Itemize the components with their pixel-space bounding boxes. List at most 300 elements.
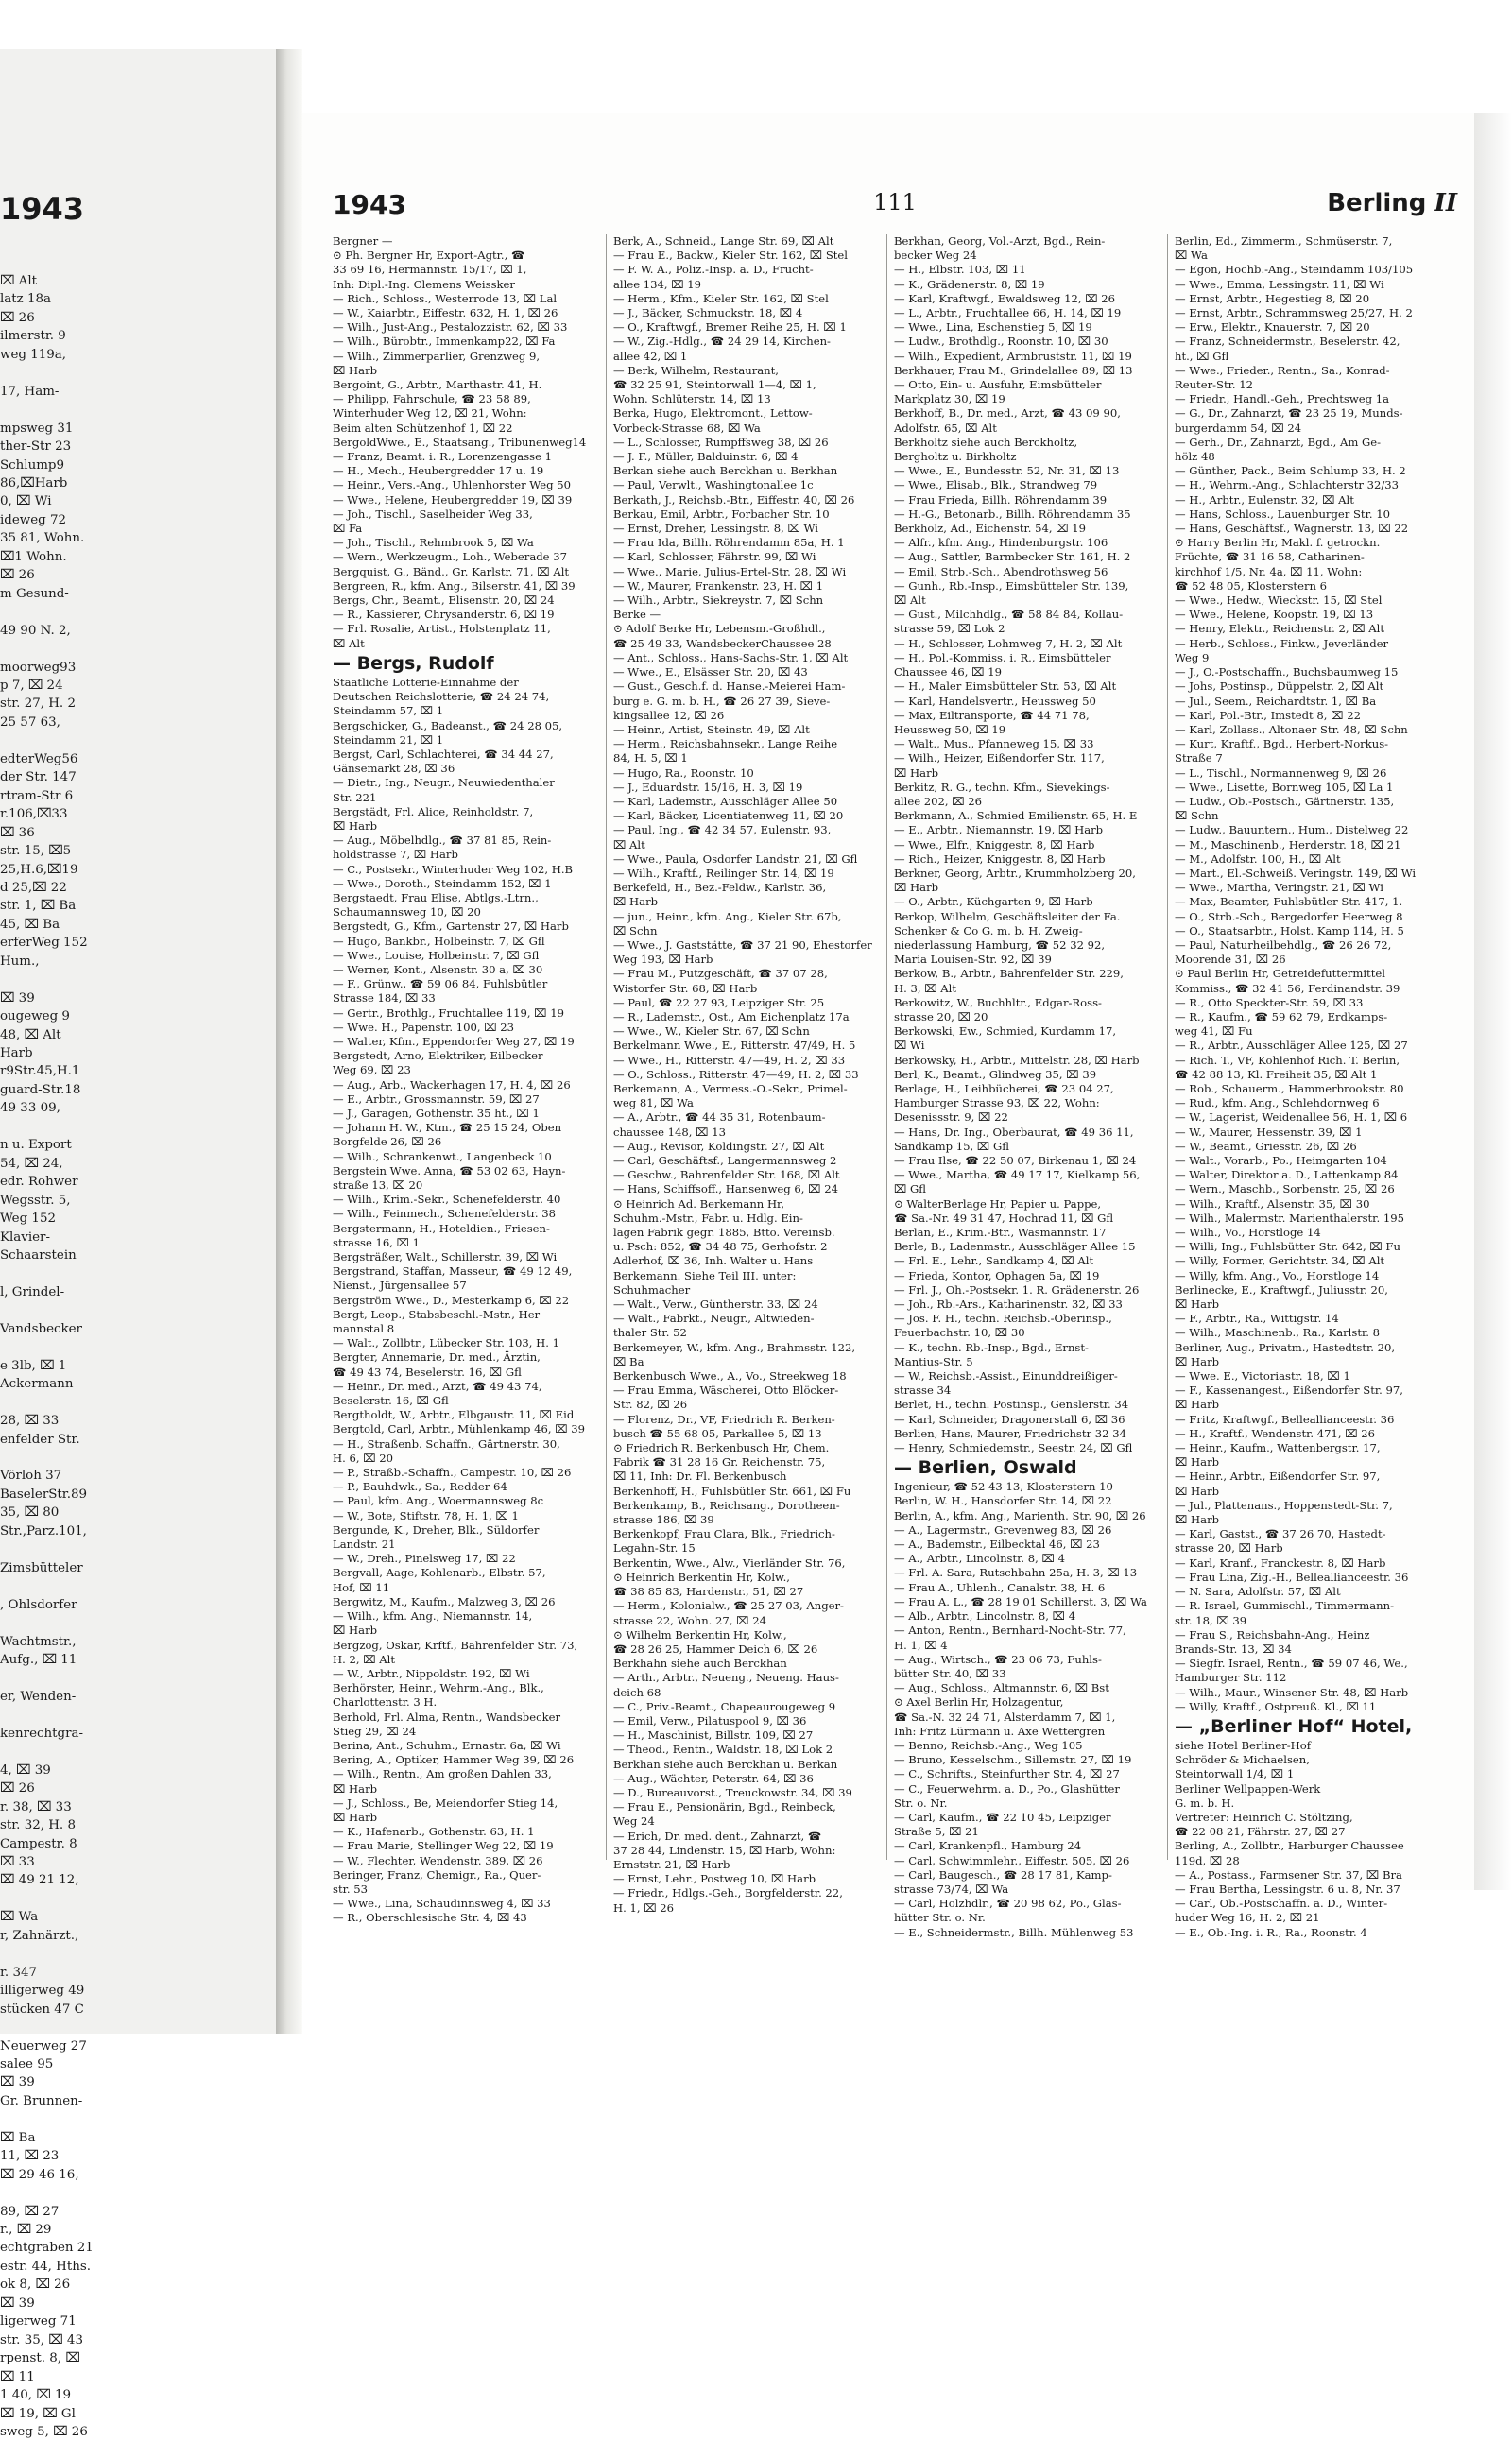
directory-entry-line: — R. Israel, Gummischl., Timmermann- <box>1175 1599 1394 1613</box>
left-page-line: mpsweg 31 <box>0 421 74 436</box>
directory-entry-line: Berlin, A., kfm. Ang., Marienth. Str. 90, ⌧ 26 <box>894 1508 1146 1522</box>
directory-entry-line: — Karl, Bäcker, Licentiatenweg 11, ⌧ 20 <box>613 809 844 823</box>
directory-entry-line: Wistorfer Str. 68, ⌧ Harb <box>613 981 758 995</box>
directory-entry-line: allee 134, ⌧ 19 <box>613 277 702 291</box>
left-page-line: 35, ⌧ 80 <box>0 1505 60 1521</box>
directory-entry-line: — W., Bote, Stiftstr. 78, H. 1, ⌧ 1 <box>333 1508 519 1522</box>
directory-entry-line: — G., Dr., Zahnarzt, ☎ 23 25 19, Munds- <box>1175 406 1403 421</box>
directory-entry-line: — Otto, Ein- u. Ausfuhr, Eimsbütteler <box>894 378 1102 392</box>
directory-entry-line: Berk, A., Schneid., Lange Str. 69, ⌧ Alt <box>613 234 834 248</box>
left-page-line: 11, ⌧ 23 <box>0 2149 60 2164</box>
directory-entry-line: ⌧ Wa <box>1175 249 1208 263</box>
directory-entry-line: Berke — <box>613 608 662 622</box>
directory-entry-line: — Gust., Gesch.f. d. Hanse.-Meierei Ham- <box>613 679 846 694</box>
directory-entry-line: — Aug., Sattler, Barmbecker Str. 161, H. 2 <box>894 550 1131 564</box>
directory-entry-line: allee 42, ⌧ 1 <box>613 349 688 363</box>
directory-entry-line: Straße 7 <box>1175 751 1223 765</box>
directory-entry-line: Str. o. Nr. <box>894 1796 948 1810</box>
directory-entry-line: — Walt., Zollbtr., Lübecker Str. 103, H. 1 <box>333 1336 560 1350</box>
directory-entry-line: — Jul., Plattenans., Hoppenstedt-Str. 7, <box>1175 1498 1393 1512</box>
directory-entry-line: Stieg 29, ⌧ 24 <box>333 1724 417 1738</box>
directory-entry-line: — L., Tischl., Normannenweg 9, ⌧ 26 <box>1175 765 1387 780</box>
directory-entry-line: Schröder & Michaelsen, <box>1175 1753 1310 1767</box>
directory-entry-line: Berkowsky, H., Arbtr., Mittelstr. 28, ⌧ Harb <box>894 1053 1140 1067</box>
left-page-line: 35 81, Wohn. <box>0 531 85 546</box>
directory-entry-line: Bergreen, R., kfm. Ang., Bilserstr. 41, ⌧ 39 <box>333 578 576 593</box>
left-page-line: 89, ⌧ 27 <box>0 2204 60 2219</box>
directory-entry-line: Berkholz, Ad., Eichenstr. 54, ⌧ 19 <box>894 522 1087 536</box>
directory-entry-line: — H., Maschinist, Billstr. 109, ⌧ 27 <box>613 1728 814 1743</box>
directory-entry-line: — Wwe., Martha, Veringstr. 21, ⌧ Wi <box>1175 881 1383 895</box>
directory-entry-line: Bergstädt, Frl. Alice, Reinholdstr. 7, <box>333 804 534 818</box>
directory-entry-line: Berkenbusch Wwe., A., Vo., Streekweg 18 <box>613 1369 847 1384</box>
directory-entry-line: straße 13, ⌧ 20 <box>333 1178 423 1192</box>
directory-entry-line: Fabrik ☎ 31 28 16 Gr. Reichenstr. 75, <box>613 1455 826 1470</box>
directory-entry-line: ⌧ Harb <box>894 765 939 780</box>
directory-entry-line: Berlet, H., techn. Postinsp., Genslerstr. 34 <box>894 1398 1129 1412</box>
directory-entry-line: — Wilh., Heizer, Eißendorfer Str. 117, <box>894 751 1105 765</box>
directory-entry-line: — Frau Lina, Zig.-H., Belleallianceestr. 36 <box>1175 1570 1409 1584</box>
directory-entry-line: 119d, ⌧ 28 <box>1175 1853 1240 1867</box>
left-page-line <box>0 971 255 988</box>
left-page-line <box>0 2110 255 2128</box>
directory-entry-line: — Ernst, Lehr., Postweg 10, ⌧ Harb <box>613 1872 816 1886</box>
directory-entry-line: — Wwe., Lisette, Bornweg 105, ⌧ La 1 <box>1175 780 1394 794</box>
directory-entry-line: hütter Str. o. Nr. <box>894 1911 986 1925</box>
directory-entry-line: — W., Maurer, Frankenstr. 23, H. ⌧ 1 <box>613 578 824 593</box>
directory-entry-line: — Wilh., Rentn., Am großen Dahlen 33, <box>333 1767 552 1781</box>
left-page-line: 49 90 N. 2, <box>0 623 71 638</box>
directory-entry-line: Ingenieur, ☎ 52 43 13, Klosterstern 10 <box>894 1480 1113 1494</box>
directory-entry-line: — Gunh., Rb.-Insp., Eimsbütteler Str. 139, <box>894 578 1129 593</box>
directory-entry-line: Steindamm 21, ⌧ 1 <box>333 732 444 747</box>
directory-entry-line: Feuerbachstr. 10, ⌧ 30 <box>894 1326 1025 1340</box>
left-page-line <box>0 1706 255 1724</box>
directory-entry-line: ☎ 38 85 83, Hardenstr., 51, ⌧ 27 <box>613 1585 804 1599</box>
directory-entry-line: — Heinr., Kaufm., Wattenbergstr. 17, <box>1175 1441 1381 1455</box>
directory-entry-line: — Bruno, Kesselschm., Sillemstr. 27, ⌧ 19 <box>894 1753 1132 1767</box>
directory-entry-line: — Aug., Wächter, Peterstr. 64, ⌧ 36 <box>613 1771 814 1785</box>
left-page-line: 28, ⌧ 33 <box>0 1414 60 1429</box>
directory-entry-line: Berlin, Ed., Zimmerm., Schmüserstr. 7, <box>1175 234 1393 248</box>
directory-entry-line: Chaussee 46, ⌧ 19 <box>894 665 1002 679</box>
left-page-line: ⌧ Wa <box>0 1910 39 1925</box>
left-page-line: ⌧ 26 <box>0 568 35 583</box>
directory-entry-line: — F., Grünw., ☎ 59 06 84, Fuhlsbütler <box>333 977 548 991</box>
directory-entry-line: ⊙ Adolf Berke Hr, Lebensm.-Großhdl., <box>613 622 826 636</box>
directory-entry-line: Bergstermann, H., Hoteldien., Friesen- <box>333 1221 550 1235</box>
directory-entry-line: — P., Straßb.-Schaffn., Campestr. 10, ⌧ 26 <box>333 1466 572 1480</box>
directory-entry-line: — Herb., Schloss., Finkw., Jeverländer <box>1175 636 1389 650</box>
directory-entry-line: Berliner, Aug., Privatm., Hastedtstr. 20, <box>1175 1340 1396 1354</box>
directory-entry-line: strasse 186, ⌧ 39 <box>613 1513 714 1527</box>
directory-entry-line: Beselerstr. 16, ⌧ Gfl <box>333 1394 449 1408</box>
directory-entry-line: Adlerhof, ⌧ 36, Inh. Walter u. Hans <box>613 1254 814 1268</box>
directory-entry-line: huder Weg 16, H. 2, ⌧ 21 <box>1175 1911 1320 1925</box>
directory-entry-line: — Joh., Rb.-Ars., Katharinenstr. 32, ⌧ 33 <box>894 1298 1123 1312</box>
directory-entry-line: Weg 9 <box>1175 650 1210 664</box>
left-page-line: Weg 152 <box>0 1212 56 1227</box>
directory-entry-line: Nienst., Jürgensallee 57 <box>333 1279 467 1293</box>
directory-entry-line: — Hans, Schiffsoff., Hansenweg 6, ⌧ 24 <box>613 1182 838 1196</box>
left-page-line <box>0 401 255 419</box>
directory-entry-line: Brands-Str. 13, ⌧ 34 <box>1175 1642 1292 1656</box>
directory-entry-line: becker Weg 24 <box>894 249 977 263</box>
left-page-line: ⌧ 49 21 12, <box>0 1873 79 1888</box>
directory-entry-line: Steintorwall 1/4, ⌧ 1 <box>1175 1767 1295 1781</box>
left-page-line <box>0 2184 255 2202</box>
left-page-line: erferWeg 152 <box>0 936 88 951</box>
left-page-line: er, Wenden- <box>0 1689 77 1704</box>
directory-entry-line: strasse 20, ⌧ 20 <box>894 1009 988 1023</box>
directory-entry-line: — Wwe., Louise, Holbeinstr. 7, ⌧ Gfl <box>333 948 540 962</box>
directory-entry-line: — Frau Ilse, ☎ 22 50 07, Birkenau 1, ⌧ 24 <box>894 1154 1137 1167</box>
left-page-line: Vörloh 37 <box>0 1469 62 1484</box>
directory-entry-line: — Franz, Schneidermstr., Beselerstr. 42, <box>1175 335 1400 349</box>
directory-entry-line: Vertreter: Heinrich C. Stöltzing, <box>1175 1810 1353 1824</box>
directory-entry-line: — Henry, Elektr., Reichenstr. 2, ⌧ Alt <box>1175 622 1385 636</box>
directory-entry-line: Bergtholdt, W., Arbtr., Elbgaustr. 11, ⌧ Eid <box>333 1408 575 1422</box>
directory-entry-line: Berkholtz siehe auch Berckholtz, <box>894 435 1078 449</box>
column-rule <box>886 234 887 1860</box>
directory-entry-line: bütter Str. 40, ⌧ 33 <box>894 1666 1006 1680</box>
directory-entry-line: — Wwe., Emma, Lessingstr. 11, ⌧ Wi <box>1175 277 1384 291</box>
directory-entry-line: str. 53 <box>333 1882 368 1896</box>
directory-entry-line: Schenker & Co G. m. b. H. Zweig- <box>894 923 1083 937</box>
directory-entry-line: ☎ 32 25 91, Steintorwall 1—4, ⌧ 1, <box>613 378 816 392</box>
left-page-line: Gr. Brunnen- <box>0 2093 83 2108</box>
left-page-line: ilmerstr. 9 <box>0 329 66 344</box>
directory-entry-line: — Karl, Zollass., Altonaer Str. 48, ⌧ Schn <box>1175 722 1408 736</box>
directory-entry-line: chaussee 148, ⌧ 13 <box>613 1125 726 1139</box>
directory-entry-line: — Frau Frieda, Billh. Röhrendamm 39 <box>894 492 1108 507</box>
directory-entry-line: — Frieda, Kontor, Ophagen 5a, ⌧ 19 <box>894 1268 1100 1282</box>
directory-entry-line: — Wwe., Helene, Heubergredder 19, ⌧ 39 <box>333 492 573 507</box>
header-year: 1943 <box>333 189 406 220</box>
directory-entry-line: — Gerh., Dr., Zahnarzt, Bgd., Am Ge- <box>1175 435 1382 449</box>
directory-entry-line: — Wilh., Maur., Winsener Str. 48, ⌧ Harb <box>1175 1685 1409 1699</box>
directory-entry-line: — Willy, Kraftf., Ostpreuß. Kl., ⌧ 11 <box>1175 1699 1377 1713</box>
directory-entry-line: — Wilh., Feinmech., Schenefelderstr. 38 <box>333 1207 557 1221</box>
left-page-line: ⌧ 39 <box>0 990 35 1006</box>
directory-entry-line: holdstrasse 7, ⌧ Harb <box>333 848 458 862</box>
directory-entry-line: Bergstedt, G., Kfm., Gartenstr 27, ⌧ Harb <box>333 920 569 934</box>
directory-entry-line: Berlien, Hans, Maurer, Friedrichstr 32 34 <box>894 1426 1126 1440</box>
directory-entry-line: kirchhof 1/5, Nr. 4a, ⌧ 11, Wohn: <box>1175 564 1363 578</box>
directory-entry-line: — H., Kraftf., Wendenstr. 471, ⌧ 26 <box>1175 1426 1376 1440</box>
left-page-line: weg 119a, <box>0 347 67 362</box>
directory-entry-line: ⌧ Gfl <box>894 1182 927 1196</box>
directory-entry-line: Strasse 184, ⌧ 33 <box>333 991 436 1006</box>
directory-entry-line: — Wwe., Helene, Koopstr. 19, ⌧ 13 <box>1175 608 1374 622</box>
directory-entry-line: siehe Hotel Berliner-Hof <box>1175 1738 1312 1752</box>
directory-entry-line: Bergzog, Oskar, Krftf., Bahrenfelder Str. 73, <box>333 1638 578 1652</box>
directory-entry-line: — C., Feuerwehrm. a. D., Po., Glashütter <box>894 1781 1120 1796</box>
directory-entry-line: — Karl, Kranf., Franckestr. 8, ⌧ Harb <box>1175 1556 1386 1570</box>
directory-entry-line: H. 1, ⌧ 4 <box>894 1638 948 1652</box>
directory-entry-line: Inh: Dipl.-Ing. Clemens Weissker <box>333 277 515 291</box>
directory-entry-line: Heussweg 50, ⌧ 19 <box>894 722 1006 736</box>
left-page-line: latz 18a <box>0 292 51 307</box>
left-page-line: ideweg 72 <box>0 512 67 527</box>
directory-entry-line: Berkefeld, H., Bez.-Feldw., Karlstr. 36, <box>613 881 827 895</box>
directory-entry-line: Desenissstr. 9, ⌧ 22 <box>894 1110 1008 1125</box>
directory-entry-line: — A., Bademstr., Eilbecktal 46, ⌧ 23 <box>894 1538 1100 1552</box>
directory-entry-line: — H., Maler Eimsbütteler Str. 53, ⌧ Alt <box>894 679 1117 694</box>
directory-entry-line: Bergs, Chr., Beamt., Elisenstr. 20, ⌧ 24 <box>333 593 555 608</box>
directory-entry-line: — Friedr., Handl.-Geh., Prechtsweg 1a <box>1175 392 1390 406</box>
directory-entry-line: — Frau Ida, Billh. Röhrendamm 85a, H. 1 <box>613 536 845 550</box>
directory-entry-line: — R., Kassierer, Chrysanderstr. 6, ⌧ 19 <box>333 608 555 622</box>
directory-entry-line: Berkowitz, W., Buchhltr., Edgar-Ross- <box>894 995 1102 1009</box>
directory-entry-line: 33 69 16, Hermannstr. 15/17, ⌧ 1, <box>333 263 527 277</box>
directory-entry-line: — Ludw., Brothdlg., Roonstr. 10, ⌧ 30 <box>894 335 1108 349</box>
directory-entry-line: Str. 82, ⌧ 26 <box>613 1398 688 1412</box>
directory-entry-line: Berhold, Frl. Alma, Rentn., Wandsbecker <box>333 1710 560 1724</box>
entry-columns <box>333 234 1457 1939</box>
left-page-line: enfelder Str. <box>0 1432 80 1447</box>
directory-entry-line: — H., Elbstr. 103, ⌧ 11 <box>894 263 1026 277</box>
directory-entry-line: Schuhm.-Mstr., Fabr. u. Hdlg. Ein- <box>613 1211 803 1225</box>
directory-entry-line: — Wwe., Doroth., Steindamm 152, ⌧ 1 <box>333 876 552 890</box>
directory-entry-line: — F. W. A., Poliz.-Insp. a. D., Frucht- <box>613 263 814 277</box>
directory-entry-line: — L., Arbtr., Fruchtallee 66, H. 14, ⌧ 19 <box>894 306 1122 320</box>
left-page-line: Str.,Parz.101, <box>0 1523 87 1539</box>
directory-entry-line: Berina, Ant., Schuhm., Ernastr. 6a, ⌧ Wi <box>333 1738 561 1752</box>
left-page-line <box>0 1890 255 1908</box>
directory-entry-line: ⊙ Paul Berlin Hr, Getreidefuttermittel <box>1175 967 1385 981</box>
left-page-line <box>0 2019 255 2037</box>
directory-entry-line: — Willi, Ing., Fuhlsbütter Str. 642, ⌧ Fu <box>1175 1240 1400 1254</box>
directory-entry-line: Früchte, ☎ 31 16 58, Catharinen- <box>1175 550 1365 564</box>
directory-entry-line: — Wilh., Schrankenwt., Langenbeck 10 <box>333 1149 552 1163</box>
directory-entry-line: strasse 22, Wohn. 27, ⌧ 24 <box>613 1613 766 1627</box>
directory-entry-line: Bergner — <box>333 234 393 248</box>
directory-entry-line: — W., Arbtr., Nippoldstr. 192, ⌧ Wi <box>333 1666 530 1680</box>
directory-entry-line: — H., Schlosser, Lohmweg 7, H. 2, ⌧ Alt <box>894 636 1123 650</box>
directory-entry-line: — Ant., Schloss., Hans-Sachs-Str. 1, ⌧ Alt <box>613 650 849 664</box>
left-page-line: ⌧ 39 <box>0 2295 35 2311</box>
directory-entry-line: ⌧ Alt <box>333 636 365 650</box>
directory-entry-line: Adolfstr. 65, ⌧ Alt <box>894 421 997 435</box>
directory-entry-line: — W., Beamt., Griesstr. 26, ⌧ 26 <box>1175 1139 1357 1153</box>
directory-column-3 <box>894 234 1168 1939</box>
directory-entry-line: — J., Eduardstr. 15/16, H. 3, ⌧ 19 <box>613 780 803 794</box>
directory-entry-line: — Alfr., kfm. Ang., Hindenburgstr. 106 <box>894 536 1108 550</box>
directory-entry-line: Vorbeck-Strasse 68, ⌧ Wa <box>613 421 761 435</box>
directory-entry-line: Bergter, Annemarie, Dr. med., Ärztin, <box>333 1350 541 1365</box>
left-page-line: der Str. 147 <box>0 770 77 785</box>
directory-entry-line: — Philipp, Fahrschule, ☎ 23 58 89, <box>333 392 531 406</box>
left-page-line: str. 27, H. 2 <box>0 696 76 712</box>
left-page-line: Wegsstr. 5, <box>0 1193 71 1208</box>
directory-entry-line: Bergvall, Aage, Kohlenarb., Elbstr. 57, <box>333 1566 546 1580</box>
directory-entry-line: — R., Kaufm., ☎ 59 62 79, Erdkamps- <box>1175 1009 1388 1023</box>
directory-entry-line: — Dietr., Ing., Neugr., Neuwiedenthaler <box>333 776 555 790</box>
directory-entry-line: Steindamm 57, ⌧ 1 <box>333 704 444 718</box>
directory-entry-line: strasse 34 <box>894 1384 952 1398</box>
left-page-line: str. 32, H. 8 <box>0 1818 76 1833</box>
left-page-line <box>0 1264 255 1282</box>
directory-entry-line: — Aug., Wirtsch., ☎ 23 06 73, Fuhls- <box>894 1652 1102 1666</box>
left-page-line: 0, ⌧ Wi <box>0 494 52 509</box>
directory-entry-line: Sandkamp 15, ⌧ Gfl <box>894 1139 1009 1153</box>
directory-entry-line: Bergholtz u. Birkholtz <box>894 450 1017 464</box>
directory-entry-line: allee 202, ⌧ 26 <box>894 794 983 808</box>
directory-entry-line: — Wilh., Maschinenb., Ra., Karlstr. 8 <box>1175 1326 1381 1340</box>
directory-entry-line: — Arth., Arbtr., Neueng., Neueng. Haus- <box>613 1671 839 1685</box>
directory-entry-line: Berkenkamp, B., Reichsang., Dorotheen- <box>613 1498 840 1512</box>
directory-entry-line: — Rob., Schauerm., Hammerbrookstr. 80 <box>1175 1081 1404 1095</box>
directory-entry-line: — E., Ob.-Ing. i. R., Ra., Roonstr. 4 <box>1175 1925 1367 1939</box>
directory-entry-line: — Berlien, Oswald <box>894 1457 1077 1479</box>
left-page-line: ligerweg 71 <box>0 2314 77 2329</box>
directory-entry-line: — J., Schloss., Be, Meiendorfer Stieg 14, <box>333 1796 558 1810</box>
directory-entry-line: — Hans, Geschäftsf., Wagnerstr. 13, ⌧ 22 <box>1175 522 1409 536</box>
directory-entry-line: — Carl, Geschäftsf., Langermannsweg 2 <box>613 1154 837 1167</box>
directory-entry-line: — Aug., Revisor, Koldingstr. 27, ⌧ Alt <box>613 1139 825 1153</box>
directory-entry-line: Berkath, J., Reichsb.-Btr., Eiffestr. 40, ⌧ 26 <box>613 492 855 507</box>
directory-entry-line: — Friedr., Hdlgs.-Geh., Borgfelderstr. 22, <box>613 1886 843 1900</box>
left-page-line <box>0 1945 255 1963</box>
directory-entry-line: — P., Bauhdwk., Sa., Redder 64 <box>333 1480 507 1494</box>
left-page-line: estr. 44, Hths. <box>0 2259 91 2274</box>
directory-entry-line: — Frau E., Backw., Kieler Str. 162, ⌧ Stel <box>613 249 848 263</box>
directory-entry-line: ☎ 52 48 05, Klosterstern 6 <box>1175 578 1328 593</box>
running-title-volume: II <box>1434 189 1457 217</box>
directory-entry-line: — Wilh., Malermstr. Marienthalerstr. 195 <box>1175 1211 1404 1225</box>
directory-entry-line: — Wwe. E., Victoriastr. 18, ⌧ 1 <box>1175 1369 1350 1384</box>
left-page-line: rtram-Str 6 <box>0 788 74 803</box>
left-page-line: Hum., <box>0 954 40 969</box>
directory-entry-line: Berkelmann Wwe., E., Ritterstr. 47/49, H. 5 <box>613 1039 856 1053</box>
directory-entry-line: Bergunde, K., Dreher, Blk., Süldorfer <box>333 1522 540 1537</box>
adjacent-left-page <box>0 49 276 2440</box>
directory-entry-line: Markplatz 30, ⌧ 19 <box>894 392 1005 406</box>
directory-entry-line: Berkemeyer, W., kfm. Ang., Brahmsstr. 122, <box>613 1340 856 1354</box>
directory-entry-line: — F., Arbtr., Ra., Wittigstr. 14 <box>1175 1312 1339 1326</box>
left-page-line: moorweg93 <box>0 660 77 675</box>
directory-entry-line: — H., Straßenb. Schaffn., Gärtnerstr. 30, <box>333 1436 560 1451</box>
directory-entry-line: — Walt., Vorarb., Po., Heimgarten 104 <box>1175 1154 1387 1167</box>
directory-entry-line: — R., Arbtr., Ausschläger Allee 125, ⌧ 27 <box>1175 1039 1408 1053</box>
directory-entry-line: Berkau, Emil, Arbtr., Forbacher Str. 10 <box>613 507 830 521</box>
directory-entry-line: Charlottenstr. 3 H. <box>333 1695 438 1710</box>
directory-entry-line: — Egon, Hochb.-Ang., Steindamm 103/105 <box>1175 263 1414 277</box>
directory-entry-line: Winterhuder Weg 12, ⌧ 21, Wohn: <box>333 406 527 421</box>
directory-entry-line: ⊙ Friedrich R. Berkenbusch Hr, Chem. <box>613 1441 830 1455</box>
directory-entry-line: — Aug., Arb., Wackerhagen 17, H. 4, ⌧ 26 <box>333 1077 571 1092</box>
directory-entry-line: — D., Bureauvorst., Treuckowstr. 34, ⌧ 39 <box>613 1785 852 1799</box>
directory-entry-line: — Wilh., Expedient, Armbruststr. 11, ⌧ 19 <box>894 349 1132 363</box>
directory-entry-line: strasse 73/74, ⌧ Wa <box>894 1882 1009 1896</box>
directory-entry-line: ⌧ Fa <box>333 522 363 536</box>
directory-entry-line: — C., Postsekr., Winterhuder Weg 102, H.B <box>333 862 574 876</box>
directory-entry-line: — Wwe., Lina, Schaudinnsweg 4, ⌧ 33 <box>333 1897 551 1911</box>
directory-entry-line: — Benno, Reichsb.-Ang., Weg 105 <box>894 1738 1083 1752</box>
directory-entry-line: — W., Dreh., Pinelsweg 17, ⌧ 22 <box>333 1552 516 1566</box>
left-page-line: 86,⌧Harb <box>0 475 68 490</box>
directory-entry-line: Berkemann, A., Vermess.-O.-Sekr., Primel- <box>613 1081 848 1095</box>
directory-entry-line: — E., Arbtr., Grossmannstr. 59, ⌧ 27 <box>333 1092 540 1106</box>
directory-entry-line: ⌧ Harb <box>1175 1354 1220 1368</box>
left-page-line: Klavier- <box>0 1229 50 1245</box>
directory-entry-line: — Hans, Dr. Ing., Oberbaurat, ☎ 49 36 11, <box>894 1125 1134 1139</box>
directory-entry-line: — Emil, Verw., Pilatuspool 9, ⌧ 36 <box>613 1713 807 1728</box>
running-title <box>1327 189 1457 217</box>
directory-entry-line: ☎ 22 08 21, Fährstr. 27, ⌧ 27 <box>1175 1825 1346 1839</box>
directory-entry-line: busch ☎ 55 68 05, Parkallee 5, ⌧ 13 <box>613 1426 822 1440</box>
directory-entry-line: Bergwitz, M., Kaufm., Malzweg 3, ⌧ 26 <box>333 1594 556 1608</box>
directory-entry-line: — H., Arbtr., Eulenstr. 32, ⌧ Alt <box>1175 492 1354 507</box>
directory-entry-line: — O., Staatsarbtr., Holst. Kamp 114, H. 5 <box>1175 923 1404 937</box>
directory-entry-line: Deutschen Reichslotterie, ☎ 24 24 74, <box>333 690 550 704</box>
directory-entry-line: — Ludw., Bauuntern., Hum., Distelweg 22 <box>1175 823 1409 837</box>
directory-entry-line: — Fritz, Kraftwgf., Belleallianceestr. 36 <box>1175 1412 1395 1426</box>
directory-entry-line: — Frl. Rosalie, Artist., Holstenplatz 11, <box>333 622 551 636</box>
directory-entry-line: — Rich., Schloss., Westerrode 13, ⌧ Lal <box>333 291 558 305</box>
directory-entry-line: — Karl, Pol.-Btr., Imstedt 8, ⌧ 22 <box>1175 708 1361 722</box>
left-page-line: ⌧ 26 <box>0 1781 35 1796</box>
left-page-line: l, Grindel- <box>0 1284 65 1299</box>
directory-entry-line: — Wwe., E., Elsässer Str. 20, ⌧ 43 <box>613 665 808 679</box>
directory-entry-line: ⌧ Harb <box>333 1624 378 1638</box>
directory-entry-line: — H.-G., Betonarb., Billh. Röhrendamm 35 <box>894 507 1131 521</box>
left-page-line: sweg 5, ⌧ 26 <box>0 2425 88 2440</box>
directory-entry-line: — Siegfr. Israel, Rentn., ☎ 59 07 46, We., <box>1175 1657 1408 1671</box>
directory-entry-line: weg 81, ⌧ Wa <box>613 1096 694 1110</box>
directory-entry-line: Berkhoff, B., Dr. med., Arzt, ☎ 43 09 90, <box>894 406 1121 421</box>
left-page-line <box>0 1301 255 1319</box>
directory-entry-line: lagen Fabrik gegr. 1885, Btto. Vereinsb. <box>613 1226 835 1240</box>
directory-entry-line: ⌧ Harb <box>333 1810 378 1824</box>
left-page-line: r. 347 <box>0 1965 38 1980</box>
directory-entry-line: ⊙ Heinrich Ad. Berkemann Hr, <box>613 1196 785 1211</box>
directory-entry-line: — Kurt, Kraftf., Bgd., Herbert-Norkus- <box>1175 737 1389 751</box>
directory-entry-line: ⌧ Harb <box>613 895 659 909</box>
directory-entry-line: — Wwe. H., Papenstr. 100, ⌧ 23 <box>333 1020 515 1034</box>
directory-entry-line: — Karl, Handelsvertr., Heussweg 50 <box>894 694 1096 708</box>
directory-entry-line: — Bergs, Rudolf <box>333 652 494 674</box>
left-page-line: ⌧ 11 <box>0 2369 35 2384</box>
directory-entry-line: — Franz, Beamt. i. R., Lorenzengasse 1 <box>333 450 553 464</box>
directory-entry-line: burgerdamm 54, ⌧ 24 <box>1175 421 1302 435</box>
directory-entry-line: ⊙ Harry Berlin Hr, Makl. f. getrockn. <box>1175 536 1381 550</box>
directory-entry-line: — Paul, Verwlt., Washingtonallee 1c <box>613 478 814 492</box>
directory-entry-line: u. Psch: 852, ☎ 34 48 75, Gerhofstr. 2 <box>613 1240 828 1254</box>
left-page-line: BaselerStr.89 <box>0 1487 88 1502</box>
page-edge <box>1474 113 1512 1890</box>
directory-entry-line: Berliner Wellpappen-Werk <box>1175 1781 1321 1796</box>
left-page-line <box>0 1743 255 1761</box>
directory-entry-line: ⌧ Schn <box>613 923 658 937</box>
left-page-line: ⌧1 Wohn. <box>0 549 67 564</box>
directory-entry-line: ⊙ Wilhelm Berkentin Hr, Kolw., <box>613 1627 787 1642</box>
directory-entry-line: — Wilh., Vo., Horstloge 14 <box>1175 1226 1321 1240</box>
directory-entry-line: strasse 20, ⌧ Harb <box>1175 1541 1283 1556</box>
left-page-line: str. 35, ⌧ 43 <box>0 2332 83 2347</box>
left-page-line: ⌧ 33 <box>0 1854 35 1869</box>
left-page-line: p 7, ⌧ 24 <box>0 678 63 693</box>
directory-entry-line: — Karl, Lademstr., Ausschläger Allee 50 <box>613 794 838 808</box>
directory-entry-line: Berkmann, A., Schmied Emilienstr. 65, H. E <box>894 809 1138 823</box>
directory-entry-line: — Wwe., Lina, Eschenstieg 5, ⌧ 19 <box>894 320 1092 335</box>
left-page-line: Neuerweg 27 <box>0 2038 87 2054</box>
directory-entry-line: Kommiss., ☎ 32 41 56, Ferdinandstr. 39 <box>1175 981 1400 995</box>
left-page-line: Schlump9 <box>0 457 64 473</box>
left-page-line: str. 1, ⌧ Ba <box>0 899 77 914</box>
directory-entry-line: Str. 221 <box>333 790 377 804</box>
